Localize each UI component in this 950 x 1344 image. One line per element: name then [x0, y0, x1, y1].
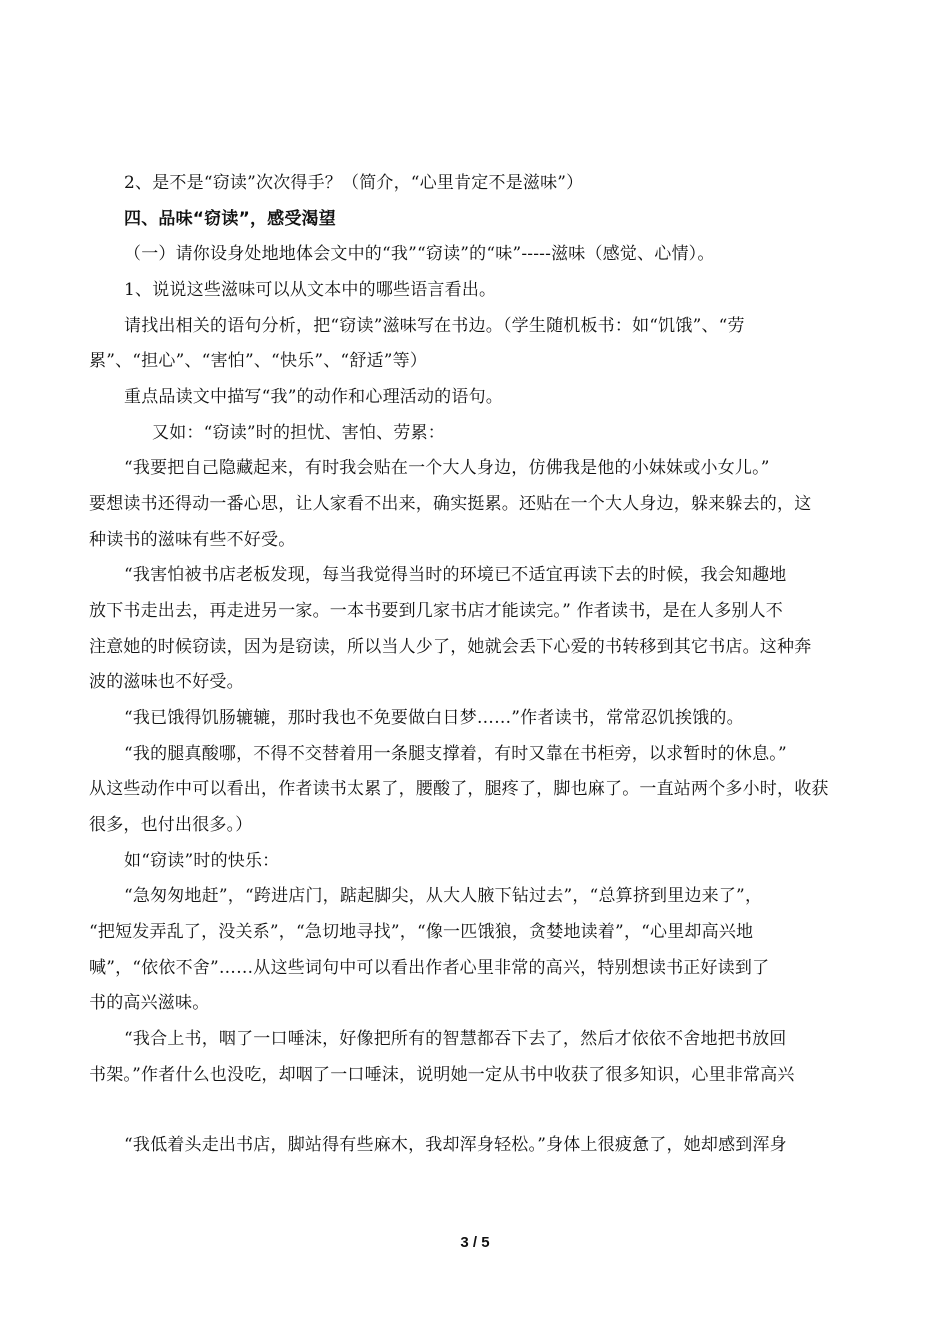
paragraph-line: 放下书走出去，再走进另一家。一本书要到几家书店才能读完。” 作者读书，是在人多别人不: [89, 601, 783, 621]
paragraph-line: “我低着头走出书店，脚站得有些麻木，我却浑身轻松。”身体上很疲惫了，她却感到浑身: [124, 1135, 787, 1155]
paragraph-line: 重点品读文中描写“我”的动作和心理活动的语句。: [124, 387, 503, 407]
paragraph-line: 1、说说这些滋味可以从文本中的哪些语言看出。: [124, 280, 497, 300]
paragraph-line: 注意她的时候窃读，因为是窃读，所以当人少了，她就会丢下心爱的书转移到其它书店。这种奔: [89, 637, 812, 657]
paragraph-line: 波的滋味也不好受。: [89, 672, 244, 692]
paragraph-line: 请找出相关的语句分析，把“窃读”滋味写在书边。（学生随机板书：如“饥饿”、“劳: [124, 316, 745, 336]
paragraph-line: 书架。”作者什么也没吃，却咽了一口唾沫，说明她一定从书中收获了很多知识，心里非常高兴: [89, 1065, 795, 1085]
paragraph-line: 喊”，“依依不舍”……从这些词句中可以看出作者心里非常的高兴，特别想读书正好读到了: [89, 958, 770, 978]
paragraph-line: 书的高兴滋味。: [89, 993, 210, 1013]
paragraph-line: （一）请你设身处地地体会文中的“我”“窃读”的“味”-----滋味（感觉、心情）。: [124, 244, 715, 264]
paragraph-line: “我要把自己隐藏起来，有时我会贴在一个大人身边，仿佛我是他的小妹妹或小女儿。”: [124, 458, 770, 478]
paragraph-line: 很多，也付出很多。）: [89, 815, 253, 835]
paragraph-line: 如“窃读”时的快乐：: [124, 851, 280, 871]
paragraph-line: 要想读书还得动一番心思，让人家看不出来，确实挺累。还贴在一个大人身边，躲来躲去的，这: [89, 494, 812, 514]
paragraph-line: 又如：“窃读”时的担忧、害怕、劳累：: [152, 423, 445, 443]
paragraph-line: 从这些动作中可以看出，作者读书太累了，腰酸了，腿疼了，脚也麻了。一直站两个多小时，收获: [89, 779, 829, 799]
paragraph-line: 累”、“担心”、“害怕”、“快乐”、“舒适”等）: [89, 351, 428, 371]
paragraph-line: “急匆匆地赶”，“跨进店门，踮起脚尖，从大人腋下钻过去”，“总算挤到里边来了”，: [124, 886, 763, 906]
section-heading: 四、品味“窃读”，感受渴望: [124, 209, 336, 229]
paragraph-line: “把短发弄乱了，没关系”，“急切地寻找”，“像一匹饿狼，贪婪地读着”，“心里却高兴地: [89, 922, 754, 942]
paragraph-line: “我害怕被书店老板发现，每当我觉得当时的环境已不适宜再读下去的时候，我会知趣地: [124, 565, 787, 585]
paragraph-line: 种读书的滋味有些不好受。: [89, 530, 296, 550]
page-number: 3 / 5: [460, 1234, 490, 1251]
paragraph-line: 2、是不是“窃读”次次得手？（简介，“心里肯定不是滋味”）: [124, 173, 584, 193]
paragraph-line: “我已饿得饥肠辘辘，那时我也不免要做白日梦……”作者读书，常常忍饥挨饿的。: [124, 708, 744, 728]
paragraph-line: “我合上书，咽了一口唾沫，好像把所有的智慧都吞下去了，然后才依依不舍地把书放回: [124, 1029, 787, 1049]
paragraph-line: “我的腿真酸哪，不得不交替着用一条腿支撑着，有时又靠在书柜旁，以求暂时的休息。”: [124, 744, 787, 764]
